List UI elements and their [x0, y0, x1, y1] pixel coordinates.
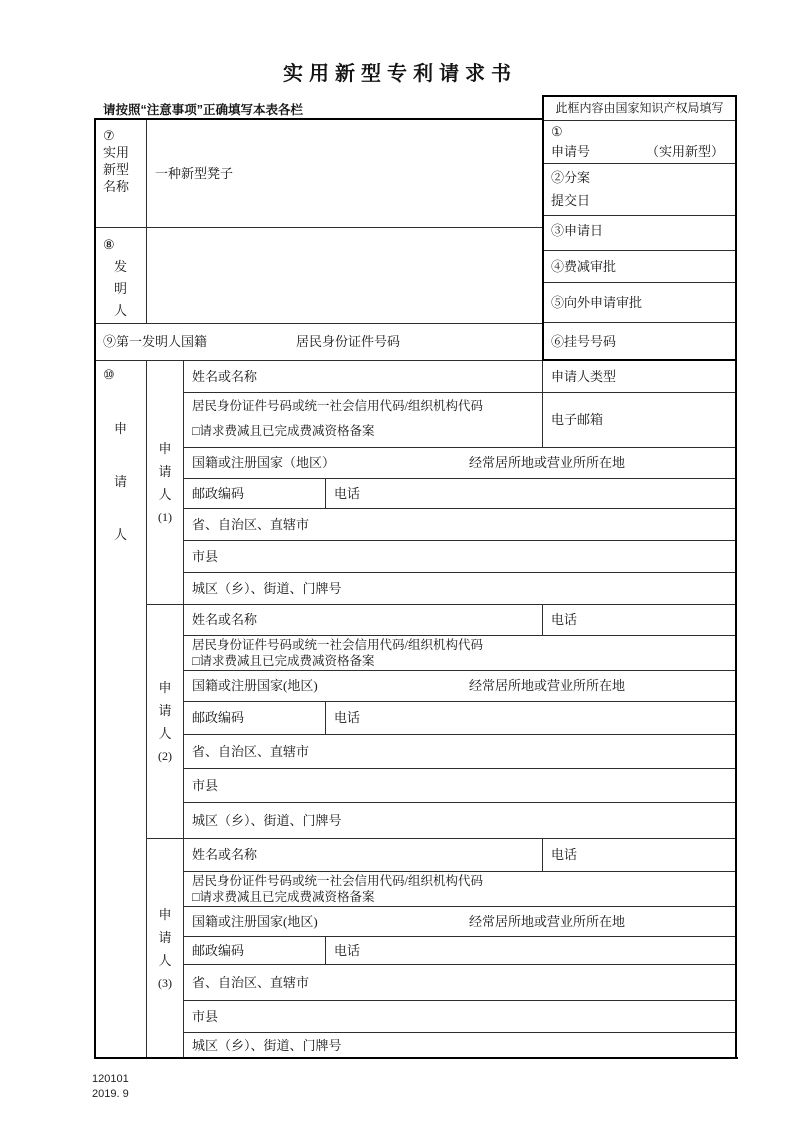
applicant-3-city-cell: 市县 [183, 1000, 737, 1033]
residence-label: 经常居所地或营业所所在地 [469, 678, 626, 693]
applicant-1-id-cell [183, 392, 543, 448]
footer-revision-date: 2019. 9 [92, 1088, 129, 1100]
footer-form-code: 120101 [92, 1073, 129, 1085]
applicant-1-phone-cell: 电话 [325, 478, 737, 509]
circle-8: ⑧ [103, 237, 115, 252]
applicant-1-email-cell: 电子邮箱 [542, 392, 737, 448]
inventor-value-cell [146, 227, 543, 324]
page-title: 实用新型专利请求书 [283, 63, 517, 85]
id-code-label: 居民身份证件号码或统一社会信用代码/组织机构代码 [192, 399, 483, 413]
applicant-3-phone-cell: 电话 [325, 936, 737, 965]
applicant-3-phone-top-cell: 电话 [542, 838, 737, 872]
first-inventor-id-label: 居民身份证件号码 [296, 334, 401, 349]
footer-form-code-block [92, 1072, 129, 1102]
applicant-2-name-cell: 姓名或名称 [183, 604, 543, 636]
circle-7: ⑦ [103, 128, 115, 143]
applicant-2-street-cell: 城区（乡）、街道、门牌号 [183, 802, 737, 839]
applicant-1-nationality-cell: 国籍或注册国家（地区） 经常居所地或营业所所在地 [183, 447, 737, 479]
first-inventor-nationality-label: ⑨第一发明人国籍 [103, 334, 208, 349]
applicant-1-postcode-cell: 邮政编码 [183, 478, 326, 509]
office-registration-number-cell: ⑥挂号号码 [542, 322, 737, 361]
inventor-label-cell: ⑧ 发 明 人 [94, 227, 147, 324]
applicant-1-name-cell: 姓名或名称 [183, 360, 543, 393]
applicant-2-label-cell: 申 请 人 (2) [146, 604, 184, 839]
applicant-3-id-cell [183, 871, 737, 907]
applicant-2-postcode-cell: 邮政编码 [183, 701, 326, 735]
applicant-2-phone-top-cell: 电话 [542, 604, 737, 636]
fee-reduction-checkbox-label: □请求费减且已完成费减资格备案 [192, 654, 375, 668]
applicant-2-phone-cell: 电话 [325, 701, 737, 735]
applicant-3-nationality-cell: 国籍或注册国家(地区) 经常居所地或营业所所在地 [183, 906, 737, 937]
applicant-2-id-cell [183, 635, 737, 671]
utility-model-name-value-cell [146, 119, 543, 228]
id-code-label: 居民身份证件号码或统一社会信用代码/组织机构代码 [192, 874, 483, 888]
applicant-3-postcode-cell: 邮政编码 [183, 936, 326, 965]
applicant-3-province-cell: 省、自治区、直辖市 [183, 964, 737, 1001]
applicant-2-city-cell: 市县 [183, 768, 737, 803]
applicant-1-type-cell: 申请人类型 [542, 360, 737, 393]
applicant-1-street-cell: 城区（乡）、街道、门牌号 [183, 572, 737, 605]
applicant-3-label-cell: 申 请 人 (3) [146, 838, 184, 1059]
utility-model-name-value: 一种新型凳子 [155, 165, 234, 181]
office-filing-date-cell: ③申请日 [542, 215, 737, 251]
office-division-cell: ②分案 提交日 [542, 163, 737, 216]
fee-reduction-checkbox-label: □请求费减且已完成费减资格备案 [192, 424, 375, 438]
office-box-header: 此框内容由国家知识产权局填写 [542, 95, 737, 121]
applicant-2-nationality-cell: 国籍或注册国家(地区) 经常居所地或营业所所在地 [183, 670, 737, 702]
office-fee-reduction-cell: ④费减审批 [542, 250, 737, 283]
applicant-1-province-cell: 省、自治区、直辖市 [183, 508, 737, 541]
utility-model-name-label-cell: ⑦ 实用 新型 名称 [94, 119, 147, 228]
circle-1: ① [551, 124, 563, 139]
office-application-number-cell: ① 申请号 （实用新型） [542, 120, 737, 164]
circle-10: ⑩ [103, 367, 115, 382]
applicant-1-city-cell: 市县 [183, 540, 737, 573]
fee-reduction-checkbox-label: □请求费减且已完成费减资格备案 [192, 890, 375, 904]
applicant-section-label-cell: ⑩ 申 请 人 [94, 360, 147, 1059]
applicant-1-label-cell: 申 请 人 (1) [146, 360, 184, 605]
id-code-label: 居民身份证件号码或统一社会信用代码/组织机构代码 [192, 638, 483, 652]
header-instruction: 请按照“注意事项”正确填写本表各栏 [103, 103, 304, 117]
office-foreign-filing-cell: ⑤向外申请审批 [542, 282, 737, 323]
first-inventor-row [94, 323, 543, 361]
applicant-2-province-cell: 省、自治区、直辖市 [183, 734, 737, 769]
residence-label: 经常居所地或营业所所在地 [469, 913, 626, 929]
residence-label: 经常居所地或营业所所在地 [469, 455, 626, 470]
applicant-3-name-cell: 姓名或名称 [183, 838, 543, 872]
applicant-3-street-cell: 城区（乡）、街道、门牌号 [183, 1032, 737, 1059]
